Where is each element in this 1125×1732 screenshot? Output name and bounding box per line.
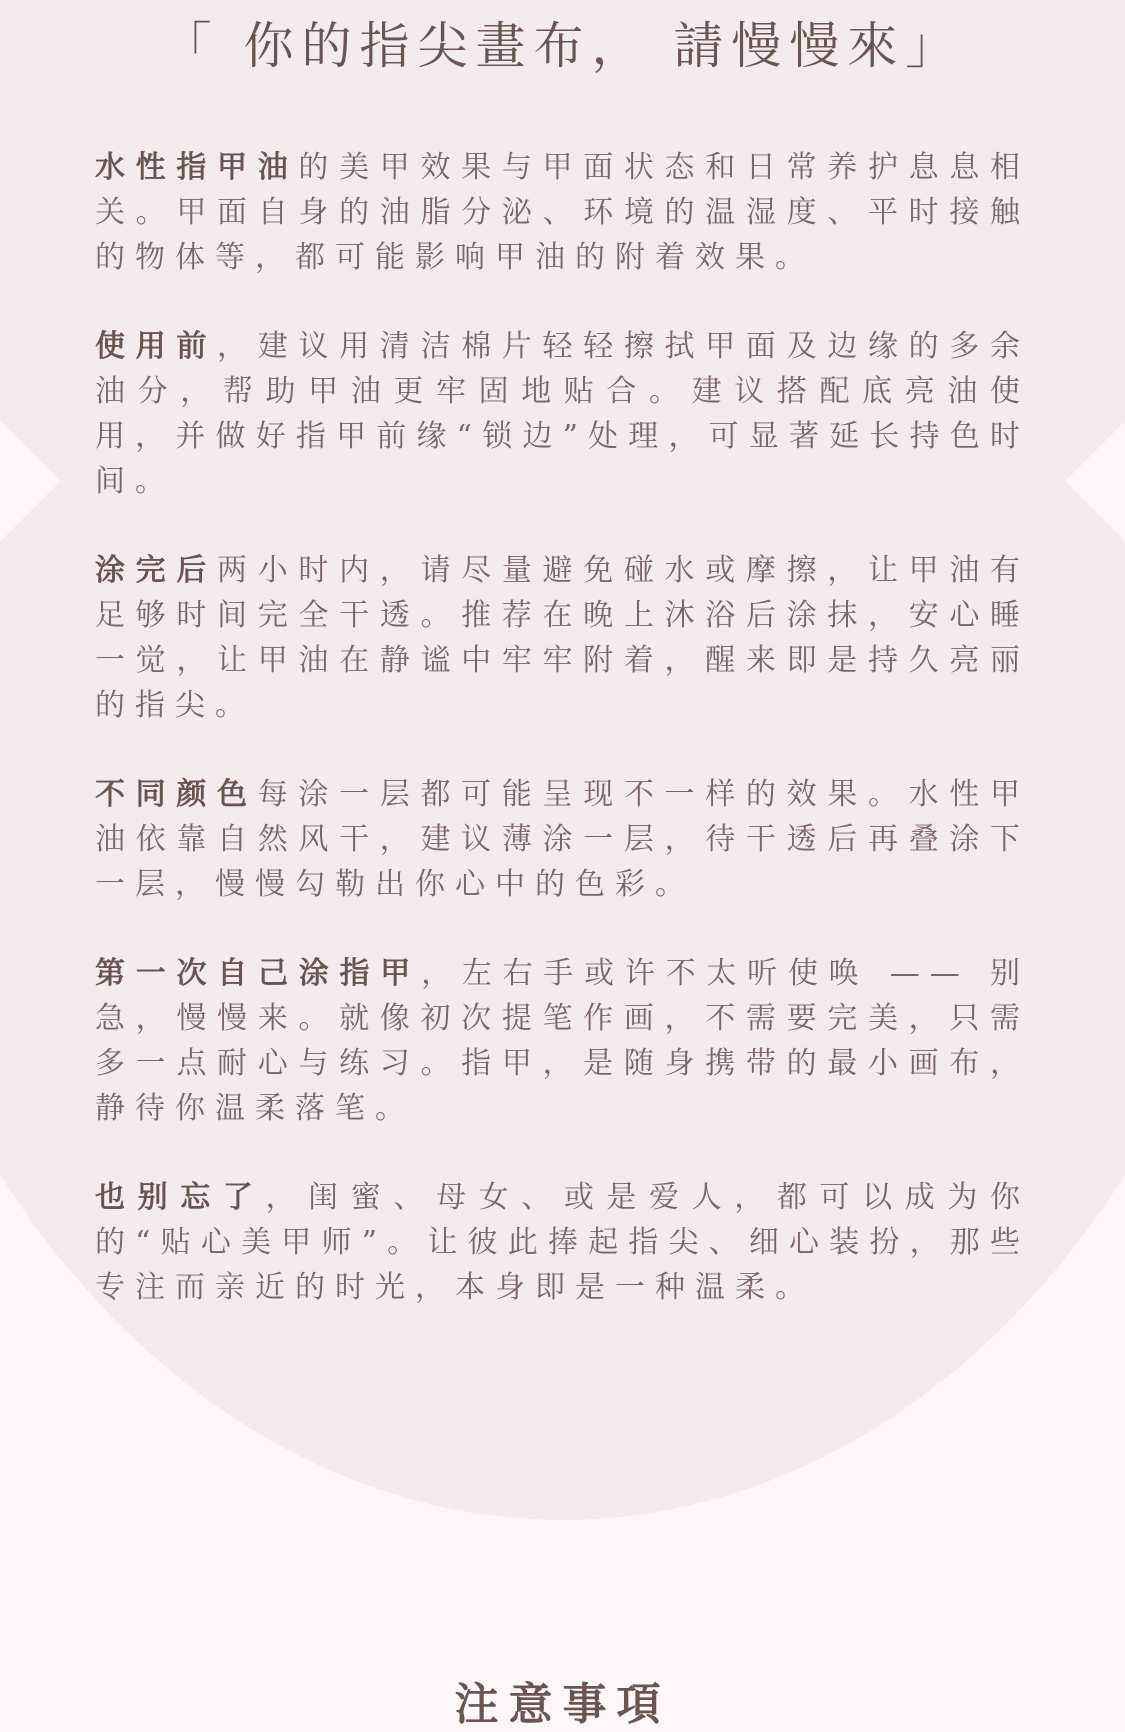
paragraph-water-based-polish <box>95 145 1030 280</box>
paragraph-text: 两小时内，请尽量避免碰水或摩擦，让甲油有足够时间完全干透。推荐在晚上沐浴后涂抹，安心睡一觉，让甲油在静谧中牢牢附着，醒来即是持久亮丽的指尖。 <box>95 553 1031 723</box>
paragraph-text: 每涂一层都可能呈现不一样的效果。水性甲油依靠自然风干，建议薄涂一层，待干透后再叠涂下一层，慢慢勾勒出你心中的色彩。 <box>95 777 1031 902</box>
paragraph-first-time <box>95 951 1030 1131</box>
paragraph-after-application <box>95 548 1030 728</box>
tips-article <box>95 145 1030 1354</box>
paragraph-lead: 水性指甲油 <box>95 150 299 185</box>
section-title-notes: 注意事項 <box>454 1679 671 1730</box>
paragraph-share-with-others <box>95 1175 1030 1310</box>
paragraph-lead: 使用前 <box>95 329 218 364</box>
paragraph-text: ，左右手或许不太听使唤 —— 别急，慢慢来。就像初次提笔作画，不需要完美，只需多一点耐心与练习。指甲，是随身携带的最小画布，静待你温柔落笔。 <box>95 956 1031 1126</box>
hero-title: 「 你的指尖畫布， 請慢慢來」 <box>161 17 964 75</box>
paragraph-text: ，闺蜜、母女、或是爱人，都可以成为你的“贴心美甲师”。让彼此捧起指尖、细心装扮，那些专注而亲近的时光，本身即是一种温柔。 <box>95 1180 1031 1305</box>
paragraph-lead: 不同颜色 <box>95 777 258 812</box>
paragraph-text: ，建议用清洁棉片轻轻擦拭甲面及边缘的多余油分，帮助甲油更牢固地贴合。建议搭配底亮油使用，并做好指甲前缘“锁边”处理，可显著延长持色时间。 <box>95 329 1031 499</box>
paragraph-text: 的美甲效果与甲面状态和日常养护息息相关。甲面自身的油脂分泌、环境的温湿度、平时接触的物体等，都可能影响甲油的附着效果。 <box>95 150 1031 275</box>
paragraph-lead: 也别忘了 <box>95 1180 266 1215</box>
paragraph-different-colors <box>95 772 1030 907</box>
paragraph-lead: 涂完后 <box>95 553 218 588</box>
paragraph-lead: 第一次自己涂指甲 <box>95 956 422 991</box>
paragraph-before-use <box>95 324 1030 504</box>
